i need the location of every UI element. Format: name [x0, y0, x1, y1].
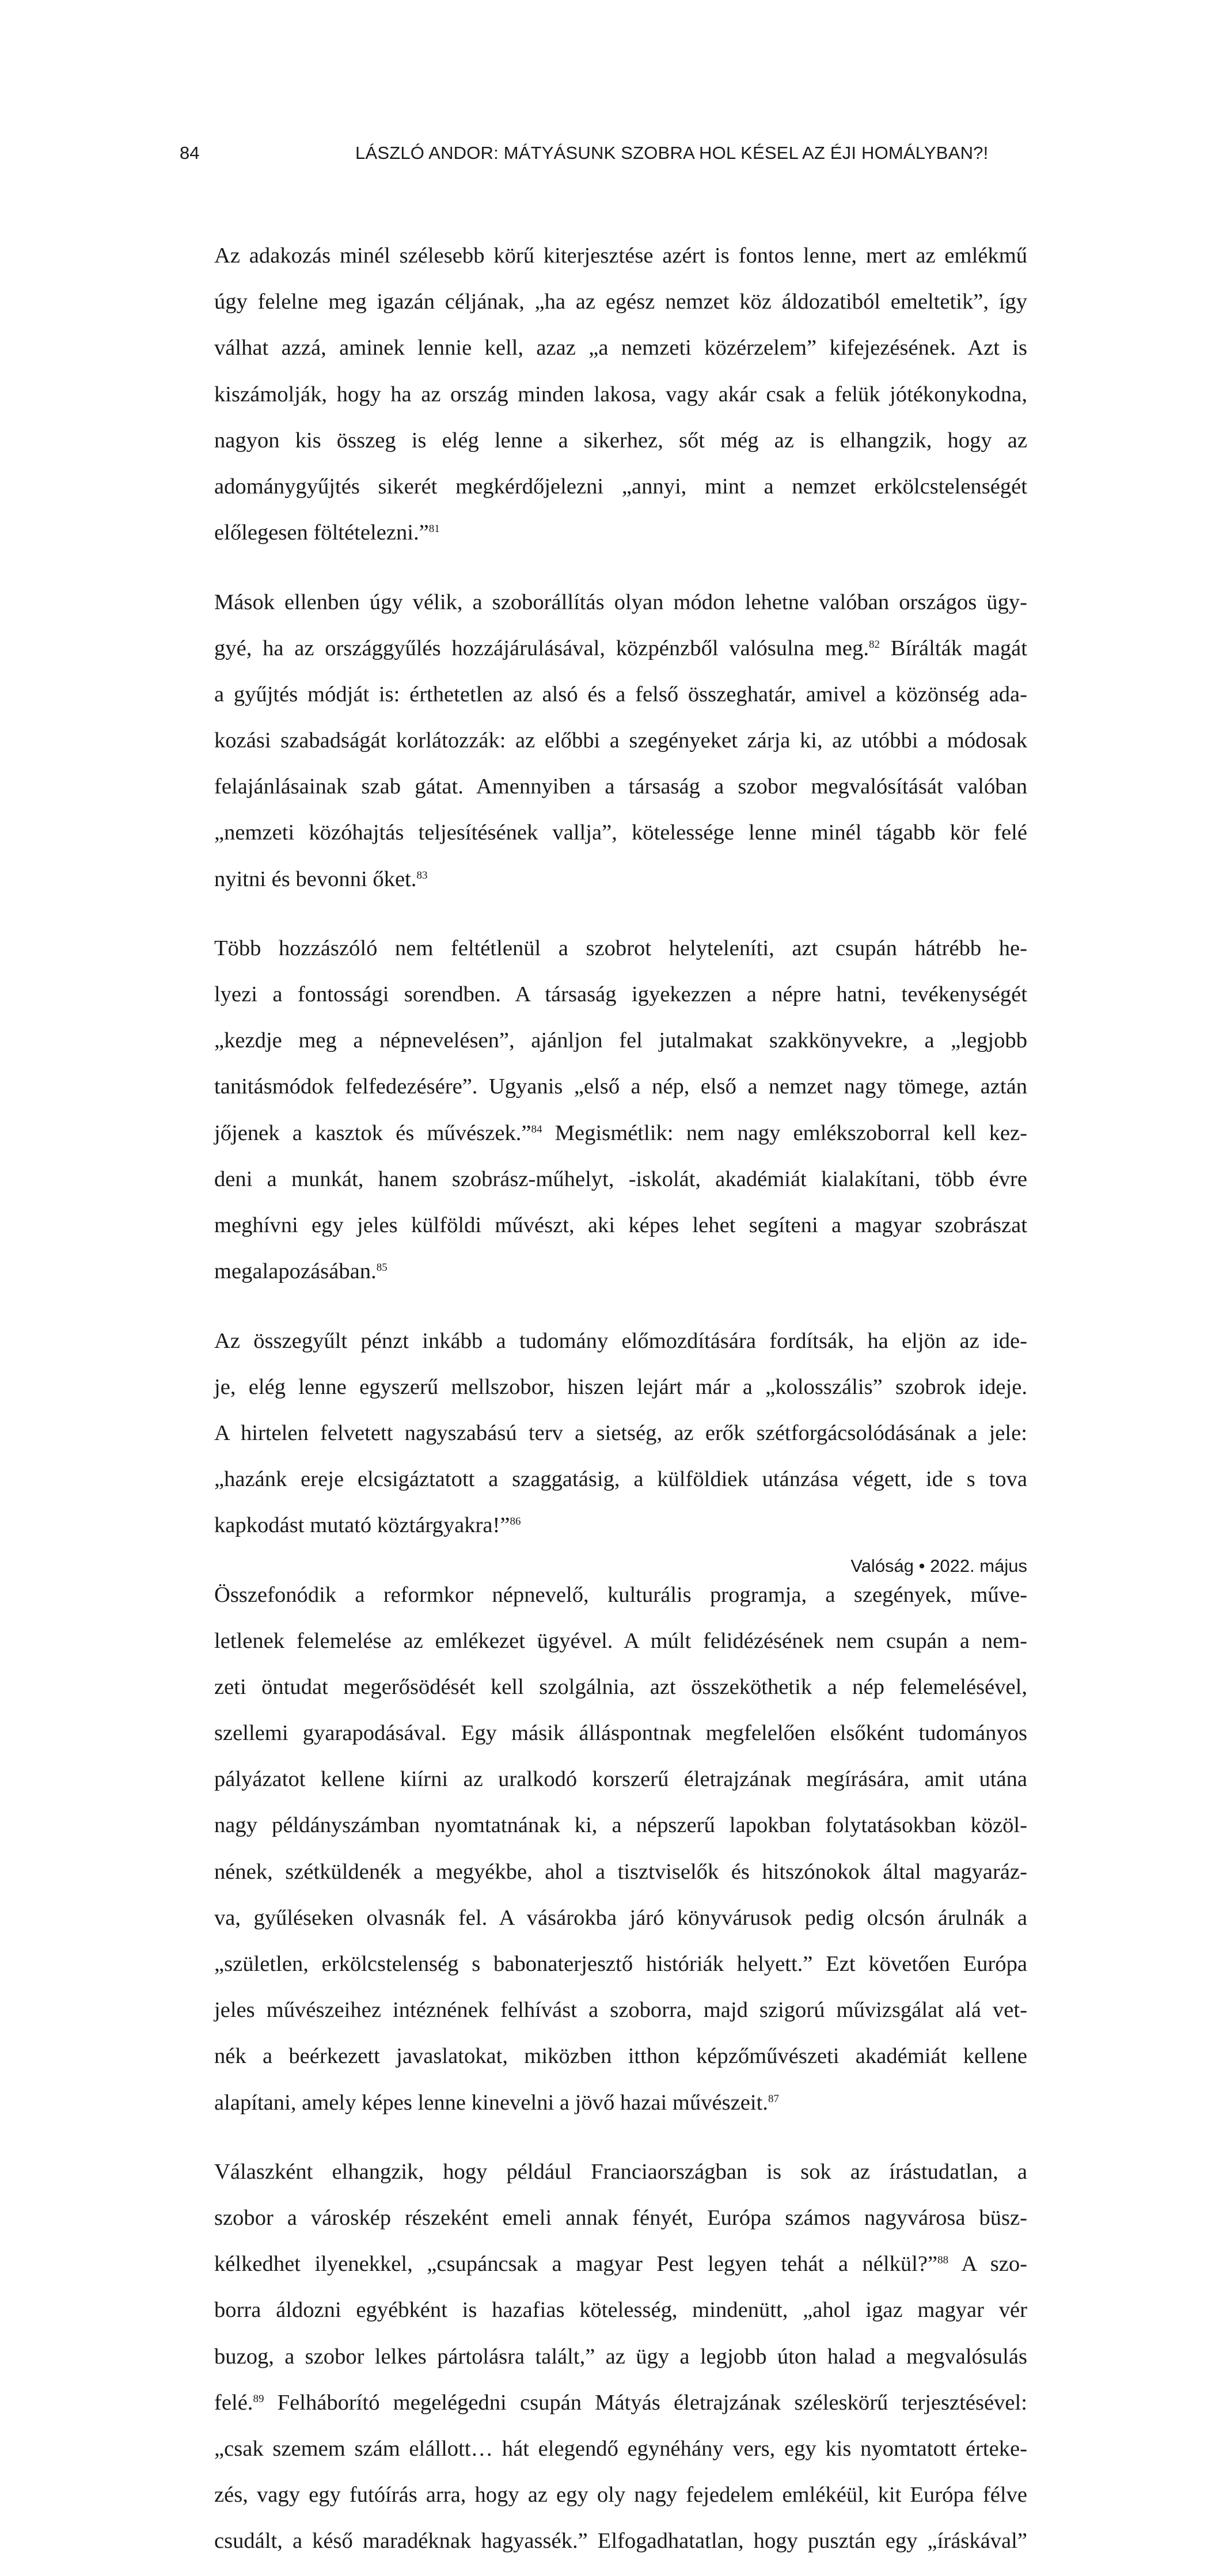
text-fragment: kapkodást mutató köztárgyakra!”: [214, 1513, 510, 1538]
footnote-ref: 89: [253, 2392, 264, 2405]
text-line: „kezdje meg a népnevelésen”, ajánljon fel jutalmakat szakkönyvekre, a „legjobb: [214, 1028, 1027, 1053]
text-line: kiszámolják, hogy ha az ország minden lakosa, vagy akár csak a felük jótékonykodna,: [214, 382, 1027, 406]
text-line: úgy felelne meg igazán céljának, „ha az egész nemzet köz áldozatiból emeltetik”, így: [214, 290, 1027, 314]
text-line: „csak szemem szám elállott… hát elegendő egynéhány vers, egy kis nyomtatott érteke-: [214, 2437, 1027, 2461]
paragraph: [214, 914, 1027, 1306]
text-line: Válaszként elhangzik, hogy például Franciaországban is sok az írástudatlan, a: [214, 2159, 1027, 2184]
text-line: deni a munkát, hanem szobrász-műhelyt, -iskolát, akadémiát kialakítani, több évre: [214, 1167, 1027, 1191]
text-line: [214, 521, 1027, 544]
text-line: nagy példányszámban nyomtatnának ki, a népszerű lapokban folytatásokban közöl-: [214, 1813, 1027, 1838]
text-fragment: Bírálták magát: [879, 636, 1027, 660]
text-line: „nemzeti közóhajtás teljesítésének vallja”, kötelessége lenne minél tágabb kör felé: [214, 820, 1027, 845]
text-line: csudált, a késő maradéknak hagyassék.” Elfogadhatatlan, hogy pusztán egy „íráskával”: [214, 2529, 1027, 2554]
text-line: Az adakozás minél szélesebb körű kiterjesztése azért is fontos lenne, mert az emlékmű: [214, 244, 1027, 268]
text-fragment: jőjenek a kasztok és művészek.”: [214, 1120, 531, 1145]
footnote-ref: 88: [937, 2254, 949, 2267]
text-line: felajánlásainak szab gátat. Amennyiben a társaság a szobor megvalósítását valóban: [214, 774, 1027, 799]
text-line: [214, 1122, 1027, 1145]
text-fragment: A szo-: [948, 2252, 1027, 2277]
paragraph: [214, 2137, 1027, 2576]
text-line: zeti öntudat megerősödését kell szolgálnia, azt összeköthetik a nép felemelésével,: [214, 1674, 1027, 1699]
running-title: LÁSZLÓ ANDOR: MÁTYÁSUNK SZOBRA HOL KÉSEL AZ ÉJI HOMÁLYBAN?!: [355, 143, 989, 163]
text-fragment: felé.: [214, 2390, 253, 2415]
text-line: szellemi gyarapodásával. Egy másik álláspontnak megfelelően elsőként tudományos: [214, 1721, 1027, 1746]
text-line: [214, 868, 1027, 891]
text-fragment: kélkedhet ilyenekkel, „csupáncsak a magyar Pest legyen tehát a nélkül?”: [214, 2252, 938, 2277]
paragraph: [214, 1306, 1027, 1560]
text-line: jeles művészeihez intéznének felhívást a szoborra, majd szigorú művizsgálat alá vet-: [214, 1998, 1027, 2023]
text-line: [214, 1260, 1027, 1283]
text-line: a gyűjtés módját is: érthetetlen az alsó és a felső összeghatár, amivel a közönség ada-: [214, 682, 1027, 706]
text-line: buzog, a szobor lelkes pártolásra talált,” az ügy a legjobb úton halad a megvalósulás: [214, 2344, 1027, 2369]
text-line: pályázatot kellene kiírni az uralkodó korszerű életrajzának megírására, amit utána: [214, 1767, 1027, 1792]
paragraph: [214, 567, 1027, 913]
text-line: nének, szétküldenék a megyékbe, ahol a tisztviselők és hitszónokok által magyaráz-: [214, 1859, 1027, 1884]
text-line: [214, 1514, 1027, 1537]
text-line: A hirtelen felvetett nagyszabású terv a sietség, az erők szétforgácsolódásának a jele:: [214, 1420, 1027, 1445]
text-line: adománygyűjtés sikerét megkérdőjelezni „annyi, mint a nemzet erkölcstelenségét: [214, 474, 1027, 499]
paragraph: [214, 1560, 1027, 2137]
text-line: tanitásmódok felfedezésére”. Ugyanis „első a nép, első a nemzet nagy tömege, aztán: [214, 1074, 1027, 1099]
footnote-ref: 85: [376, 1262, 388, 1274]
footnote-ref: 86: [510, 1515, 521, 1528]
text-line: Mások ellenben úgy vélik, a szoborállítás olyan módon lehetne valóban országos ügy-: [214, 590, 1027, 614]
text-line: borra áldozni egyébként is hazafias kötelesség, mindenütt, „ahol igaz magyar vér: [214, 2298, 1027, 2323]
text-line: válhat azzá, aminek lennie kell, azaz „a nemzeti közérzelem” kifejezésének. Azt is: [214, 336, 1027, 360]
footnote-ref: 83: [416, 869, 428, 882]
body-text: [214, 221, 1027, 2576]
text-line: kozási szabadságát korlátozzák: az előbbi a szegényeket zárja ki, az utóbbi a módosak: [214, 728, 1027, 753]
footer-journal: Valóság • 2022. május: [850, 1556, 1027, 1576]
text-line: je, elég lenne egyszerű mellszobor, hiszen lejárt már a „kolosszális” szobrok ideje.: [214, 1374, 1027, 1399]
text-line: Összefonódik a reformkor népnevelő, kulturális programja, a szegények, műve-: [214, 1582, 1027, 1607]
text-fragment: előlegesen föltételezni.”: [214, 520, 429, 545]
footnote-ref: 82: [868, 638, 880, 651]
text-line: [214, 2391, 1027, 2414]
text-line: „hazánk ereje elcsigáztatott a szaggatásig, a külföldiek utánzása végett, ide s tova: [214, 1467, 1027, 1492]
text-line: letlenek felemelése az emlékezet ügyével. A múlt felidézésének nem csupán a nem-: [214, 1628, 1027, 1653]
text-line: [214, 2252, 1027, 2275]
text-line: va, gyűléseken olvasnák fel. A vásárokba járó könyvárusok pedig olcsón árulnák a: [214, 1905, 1027, 1930]
footnote-ref: 87: [768, 2092, 779, 2105]
footnote-ref: 84: [531, 1123, 542, 1135]
text-line: nék a beérkezett javaslatokat, miközben itthon képzőművészeti akadémiát kellene: [214, 2044, 1027, 2069]
footnote-ref: 81: [428, 523, 440, 535]
text-fragment: gyé, ha az országgyűlés hozzájárulásával, közpénzből valósulna meg.: [214, 636, 869, 660]
text-line: Az összegyűlt pénzt inkább a tudomány előmozdítására fordítsák, ha eljön az ide-: [214, 1328, 1027, 1353]
text-fragment: Felháborító megelégedni csupán Mátyás életrajzának széleskörű terjesztésével:: [264, 2390, 1027, 2415]
text-fragment: Megismétlik: nem nagy emlékszoborral kell kez-: [542, 1120, 1027, 1145]
text-line: „születlen, erkölcstelenség s babonaterjesztő históriák helyett.” Ezt követően Európa: [214, 1952, 1027, 1977]
paragraph: [214, 221, 1027, 567]
page-number: 84: [180, 143, 200, 163]
text-fragment: alapítani, amely képes lenne kinevelni a jövő hazai művészeit.: [214, 2090, 768, 2115]
text-fragment: nyitni és bevonni őket.: [214, 867, 417, 891]
text-line: lyezi a fontossági sorendben. A társaság igyekezzen a népre hatni, tevékenységét: [214, 982, 1027, 1007]
text-line: nagyon kis összeg is elég lenne a sikerhez, sőt még az is elhangzik, hogy az: [214, 428, 1027, 453]
running-head: [180, 142, 1032, 165]
text-line: Több hozzászóló nem feltétlenül a szobrot helyteleníti, azt csupán hátrébb he-: [214, 936, 1027, 960]
text-line: meghívni egy jeles külföldi művészt, aki képes lehet segíteni a magyar szobrászat: [214, 1213, 1027, 1238]
text-line: zés, vagy egy futóírás arra, hogy az egy oly nagy fejedelem emlékéül, kit Európa félve: [214, 2483, 1027, 2507]
text-line: [214, 2091, 1027, 2114]
text-fragment: megalapozásában.: [214, 1259, 377, 1284]
text-line: szobor a városkép részeként emeli annak fényét, Európa számos nagyvárosa büsz-: [214, 2206, 1027, 2231]
text-line: [214, 637, 1027, 660]
